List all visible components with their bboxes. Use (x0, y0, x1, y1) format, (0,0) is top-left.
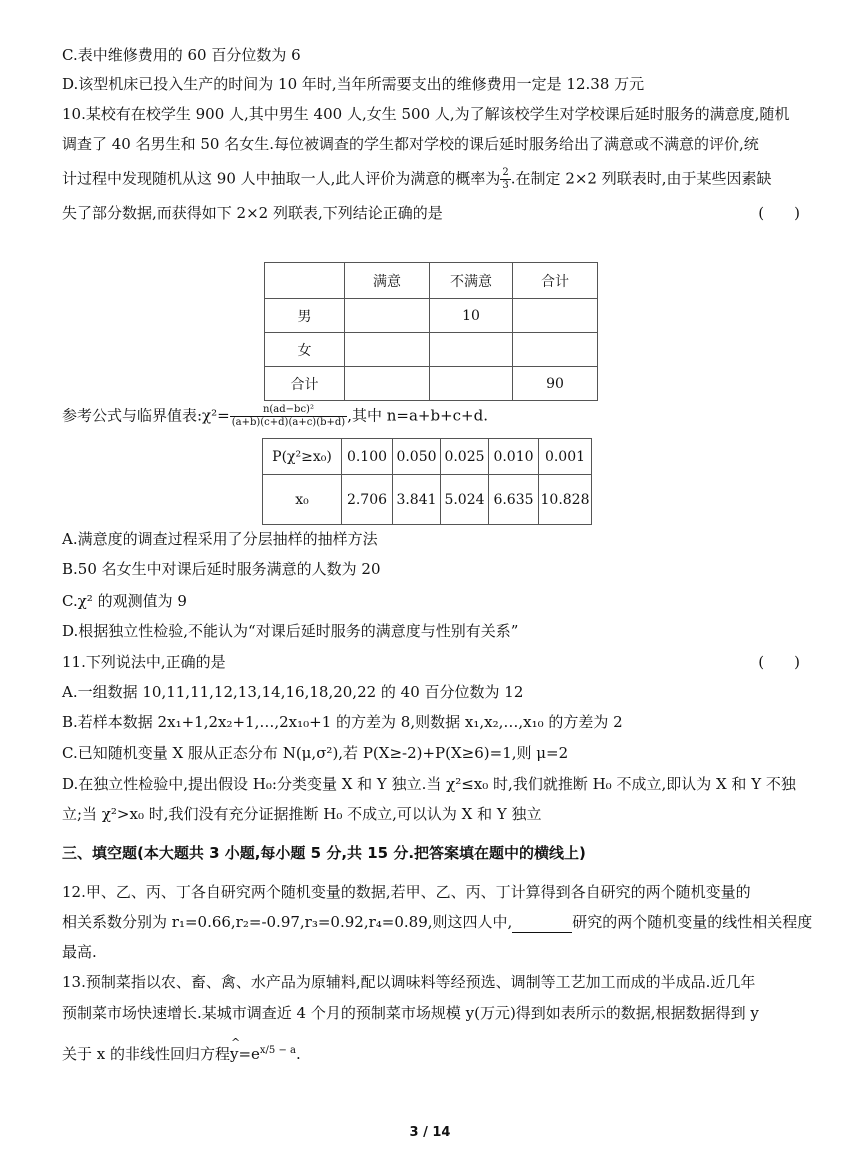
regression-equation: ^ y=e (230, 1043, 260, 1065)
q10-stem-line1: 10.某校有在校学生 900 人,其中男生 400 人,女生 500 人,为了解该校学生对学校课后延时服务的满意度,随机 (62, 105, 790, 123)
q9-option-d: D.该型机床已投入生产的时间为 10 年时,当年所需要支出的维修费用一定是 12.38 万元 (62, 75, 645, 93)
q11-option-c: C.已知随机变量 X 服从正态分布 N(μ,σ²),若 P(X≥-2)+P(X≥6)=1,则 μ=2 (62, 744, 569, 762)
table-row: P(χ²≥x₀) 0.100 0.050 0.025 0.010 0.001 (263, 439, 592, 475)
critical-value-table (262, 438, 592, 525)
q10-stem-line2: 调查了 40 名男生和 50 名女生.每位被调查的学生都对学校的课后延时服务给出了满意或不满意的评价,统 (62, 135, 759, 153)
q11-option-a: A.一组数据 10,11,11,12,13,14,16,18,20,22 的 40 百分位数为 12 (62, 683, 524, 701)
exponent: x/5 − a (259, 1045, 296, 1056)
q10-stem-line3: 计过程中发现随机从这 90 人中抽取一人,此人评价为满意的概率为 $\frac{2}{3}$ .在制定 2×2 列联表时,由于某些因素缺 (62, 167, 772, 191)
table-row: 合计 90 (265, 367, 598, 401)
q10-option-d: D.根据独立性检验,不能认为“对课后延时服务的满意度与性别有关系” (62, 622, 519, 640)
section-3-heading: 三、填空题(本大题共 3 小题,每小题 5 分,共 15 分.把答案填在题中的横线上) (62, 844, 586, 862)
q11-option-d-line2: 立;当 χ²>x₀ 时,我们没有充分证据推断 H₀ 不成立,可以认为 X 和 Y 独立 (62, 805, 542, 823)
table-row: 男 10 (265, 299, 598, 333)
q10-option-c: C.χ² 的观测值为 9 (62, 592, 187, 610)
table-row: 女 (265, 333, 598, 367)
q11-answer-paren: ( ) (758, 653, 800, 671)
table-header-cell: 合计 (513, 263, 598, 299)
probability-fraction: $\frac{2}{3}$ (502, 167, 509, 191)
q9-option-c: C.表中维修费用的 60 百分位数为 6 (62, 46, 301, 64)
contingency-table (264, 262, 598, 401)
q10-stem-line4: 失了部分数据,而获得如下 2×2 列联表,下列结论正确的是 (62, 204, 443, 222)
q11-option-b: B.若样本数据 2x₁+1,2x₂+1,…,2x₁₀+1 的方差为 8,则数据 x₁,x₂,…,x₁₀ 的方差为 2 (62, 713, 623, 731)
q10-option-a: A.满意度的调查过程采用了分层抽样的抽样方法 (62, 530, 378, 548)
answer-blank[interactable] (512, 918, 572, 933)
reference-formula: 参考公式与临界值表:χ²= $\frac{\text{n(ad−bc)²}}{(a+b)(c+d)(a+c)(b+d)}$ ,其中 n=a+b+c+d. (62, 404, 488, 428)
q12-line1: 12.甲、乙、丙、丁各自研究两个随机变量的数据,若甲、乙、丙、丁计算得到各自研究的两个随机变量的 (62, 883, 751, 901)
table-row: x₀ 2.706 3.841 5.024 6.635 10.828 (263, 475, 592, 525)
q12-line3: 最高. (62, 943, 97, 961)
q12-line2: 相关系数分别为 r₁=0.66,r₂=-0.97,r₃=0.92,r₄=0.89,则这四人中, 研究的两个随机变量的线性相关程度 (62, 913, 813, 931)
table-header-cell: 不满意 (430, 263, 513, 299)
q11-option-d-line1: D.在独立性检验中,提出假设 H₀:分类变量 X 和 Y 独立.当 χ²≤x₀ 时,我们就推断 H₀ 不成立,即认为 X 和 Y 不独 (62, 775, 796, 793)
table-header-cell (265, 263, 345, 299)
q10-answer-paren: ( ) (758, 204, 800, 222)
q13-line1: 13.预制菜指以农、畜、禽、水产品为原辅料,配以调味料等经预选、调制等工艺加工而成的半成品.近几年 (62, 973, 756, 991)
q13-line2: 预制菜市场快速增长.某城市调查近 4 个月的预制菜市场规模 y(万元)得到如表所示的数据,根据数据得到 y (62, 1004, 759, 1022)
chi-square-fraction: $\frac{\text{n(ad−bc)²}}{(a+b)(c+d)(a+c)(b+d)}$ (231, 404, 346, 428)
q11-stem: 11.下列说法中,正确的是 (62, 653, 226, 671)
page-number: 3 / 14 (409, 1125, 451, 1140)
table-header-cell: 满意 (345, 263, 430, 299)
q10-option-b: B.50 名女生中对课后延时服务满意的人数为 20 (62, 560, 381, 578)
q13-line3: 关于 x 的非线性回归方程^ $y=e^{x/5 - a}$. (62, 1040, 301, 1065)
